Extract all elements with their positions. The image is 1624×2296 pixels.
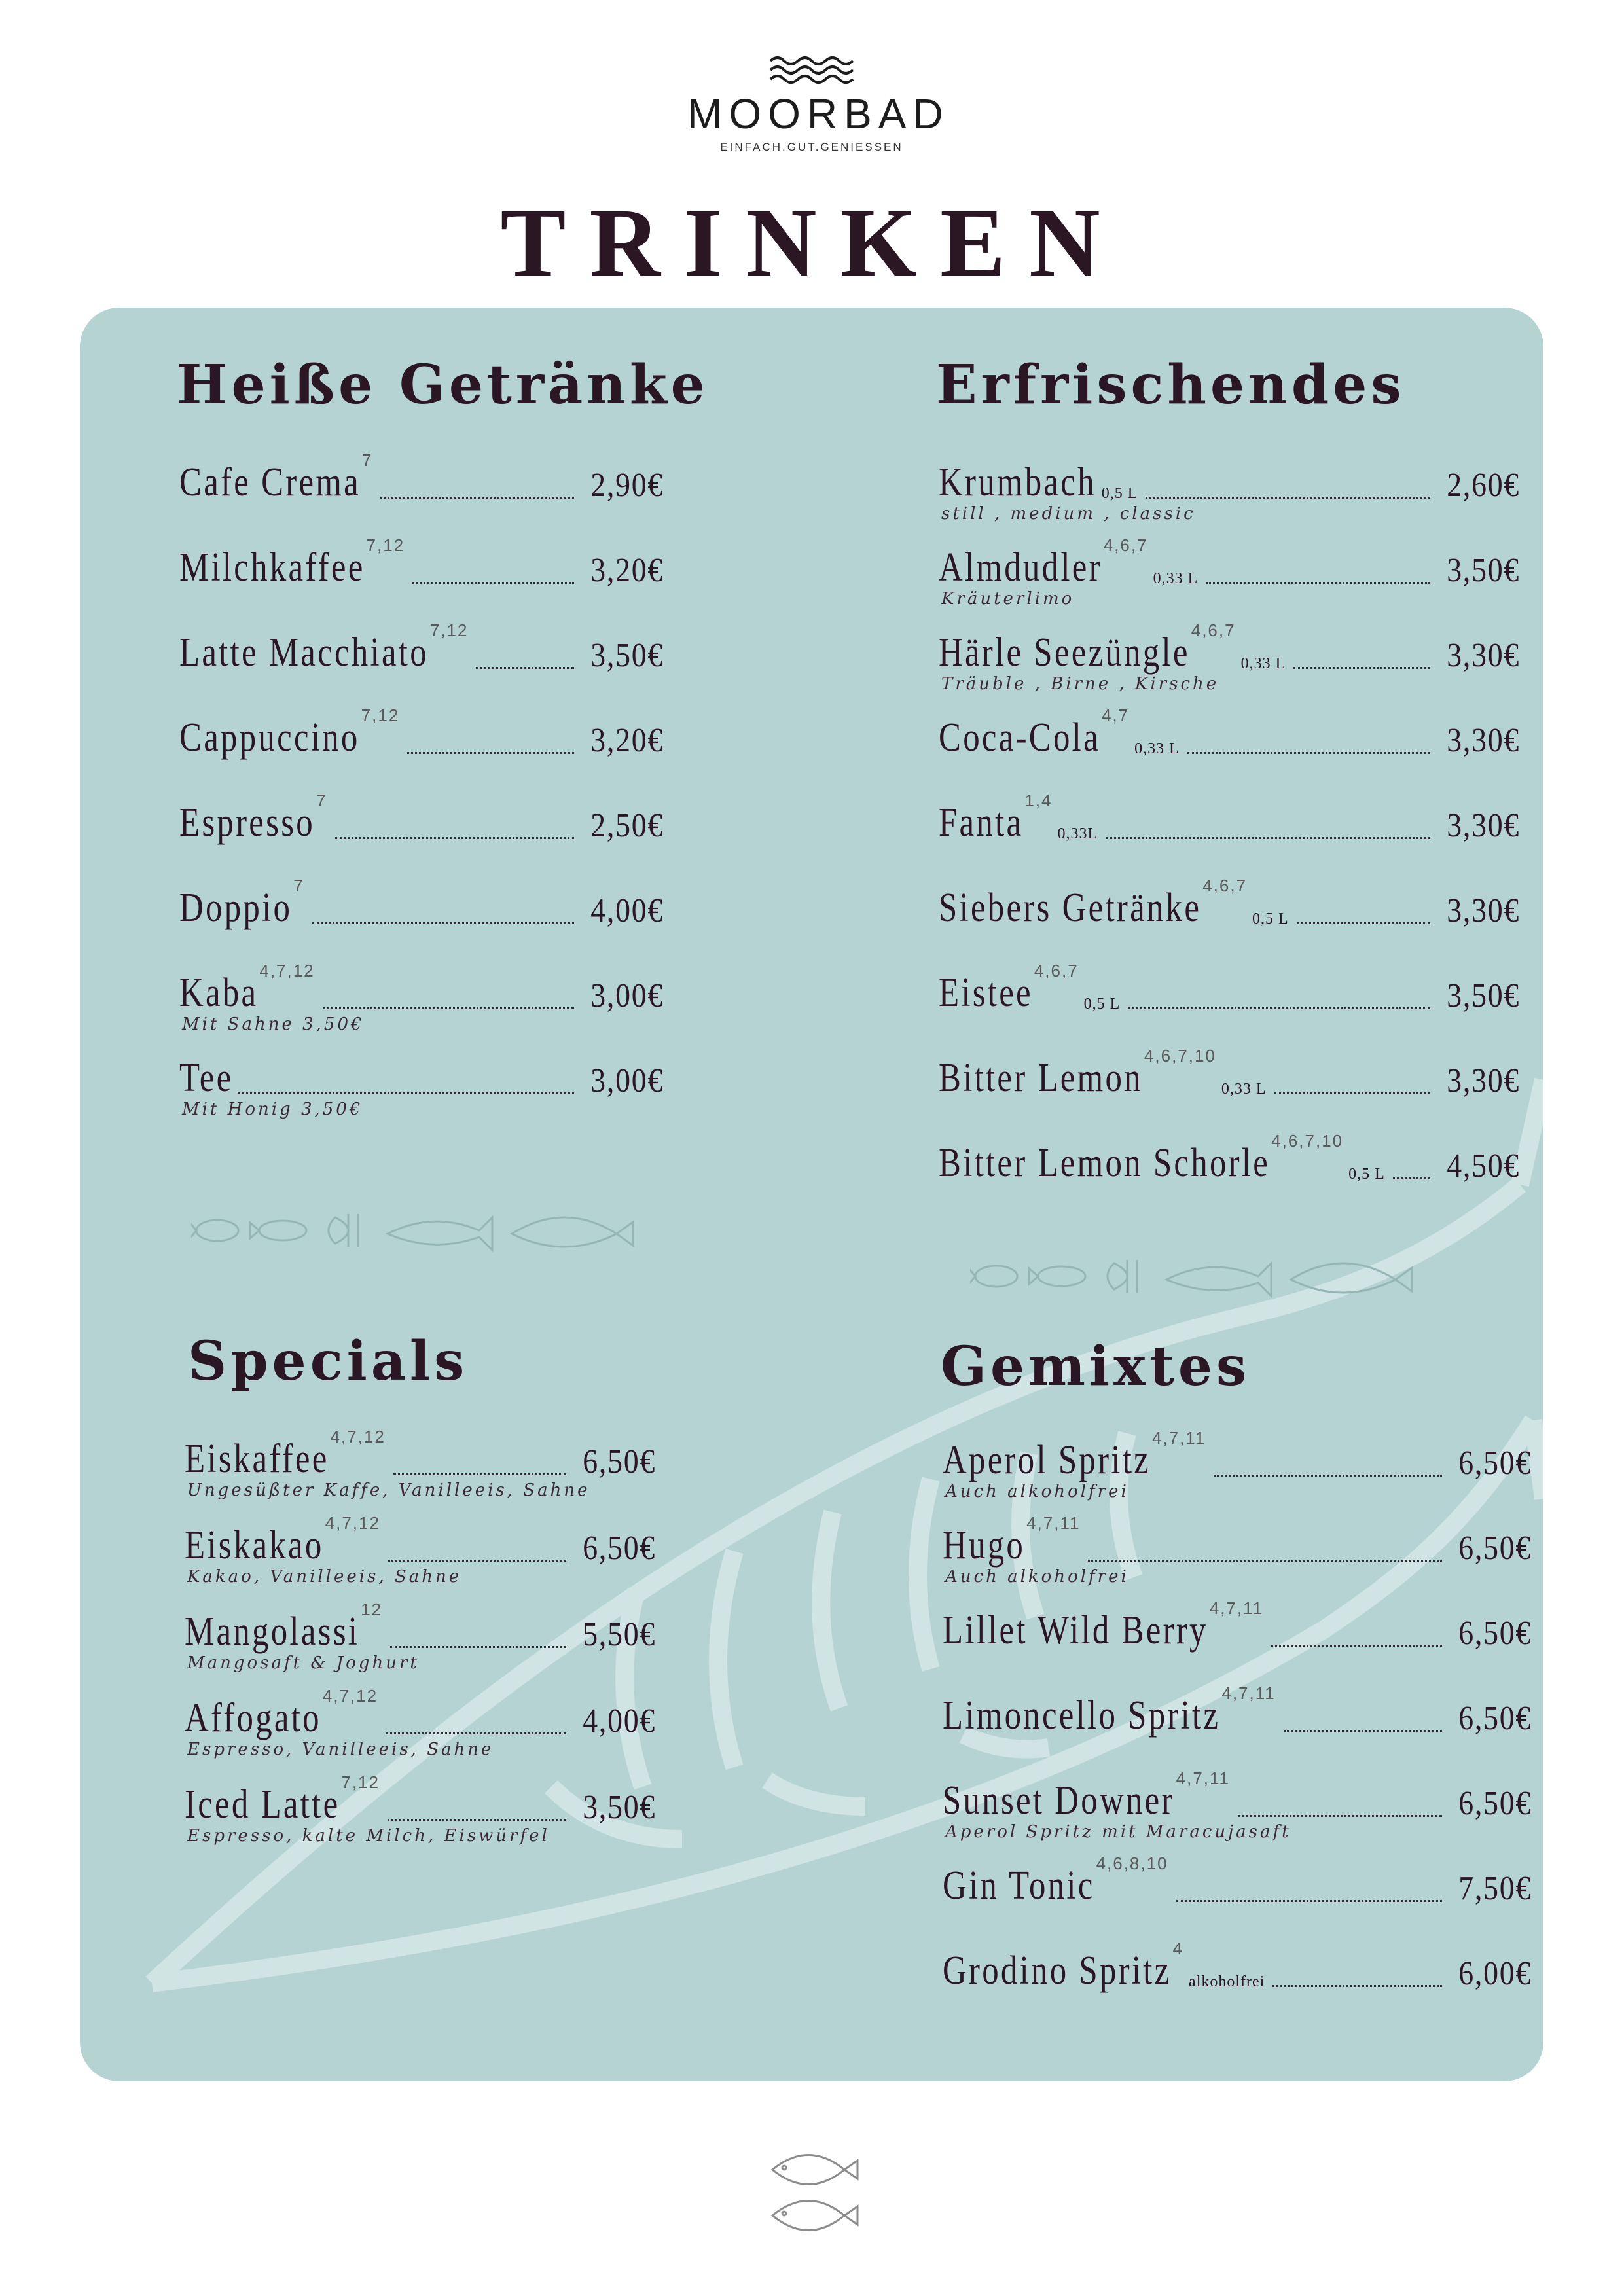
menu-item-row xyxy=(939,791,1520,843)
item-price: 3,50€ xyxy=(1447,552,1520,589)
waves-icon xyxy=(769,56,854,84)
item-price: 5,50€ xyxy=(583,1616,656,1653)
dot-leader xyxy=(1206,582,1430,584)
item-price: 3,30€ xyxy=(1447,892,1520,929)
dot-leader xyxy=(1297,922,1430,924)
item-price: 4,00€ xyxy=(583,1702,656,1740)
item-name: Eistee xyxy=(939,971,1033,1015)
item-description: Mangosaft & Joghurt xyxy=(187,1653,420,1673)
dot-leader xyxy=(335,837,574,839)
item-description: Kakao, Vanilleeis, Sahne xyxy=(187,1567,462,1587)
menu-item-row xyxy=(939,620,1520,673)
item-price: 3,20€ xyxy=(590,722,664,759)
item-name: Härle Seezüngle xyxy=(939,630,1190,675)
menu-item-row xyxy=(943,1854,1532,1906)
menu-item xyxy=(179,706,664,771)
item-price: 3,30€ xyxy=(1447,637,1520,674)
menu-item-row xyxy=(185,1686,656,1738)
menu-item xyxy=(179,450,664,516)
dot-leader xyxy=(1271,1645,1442,1647)
dot-leader xyxy=(238,1092,574,1094)
item-description: Aperol Spritz mit Maracujasaft xyxy=(945,1822,1291,1842)
menu-item-row xyxy=(179,706,664,758)
menu-item-row xyxy=(179,1046,664,1098)
item-additives: 4,7,11 xyxy=(1151,1428,1206,1448)
dot-leader xyxy=(1293,667,1430,669)
dot-leader xyxy=(390,1646,566,1648)
dot-leader xyxy=(1146,497,1430,499)
item-price: 6,00€ xyxy=(1458,1955,1532,1992)
item-name: Kaba xyxy=(179,971,259,1015)
item-volume: 0,5 L xyxy=(1252,910,1289,927)
item-description: Träuble , Birne , Kirsche xyxy=(941,674,1219,694)
item-price: 6,50€ xyxy=(1458,1700,1532,1737)
item-name: Eiskaffee xyxy=(185,1437,329,1481)
section-title-specials: Specials xyxy=(188,1330,469,1393)
menu-item xyxy=(943,1428,1532,1501)
item-additives: 4,7 xyxy=(1101,706,1130,725)
item-name: Bitter Lemon xyxy=(939,1056,1143,1100)
item-price: 3,00€ xyxy=(590,1062,664,1100)
item-price: 7,50€ xyxy=(1458,1870,1532,1907)
item-description: Kräuterlimo xyxy=(941,589,1075,609)
dot-leader xyxy=(407,752,574,754)
item-description: Auch alkoholfrei xyxy=(945,1567,1129,1587)
menu-item xyxy=(943,1598,1532,1664)
menu-item xyxy=(939,1046,1520,1111)
brand-tagline: EINFACH.GUT.GENIESSEN xyxy=(720,141,903,153)
item-name: Grodino Spritz xyxy=(943,1948,1172,1993)
item-additives: 4,7,11 xyxy=(1221,1683,1276,1703)
item-additives: 4,7,11 xyxy=(1176,1768,1230,1788)
menu-item xyxy=(179,791,664,856)
menu-item xyxy=(943,1854,1532,1919)
item-description: Auch alkoholfrei xyxy=(945,1482,1129,1501)
dot-leader xyxy=(323,1007,574,1009)
dot-leader xyxy=(1106,837,1430,839)
item-name: Mangolassi xyxy=(185,1609,360,1654)
item-name: Lillet Wild Berry xyxy=(943,1608,1208,1653)
item-additives: 4,6,7,10 xyxy=(1144,1046,1216,1066)
item-price: 2,50€ xyxy=(590,807,664,844)
item-price: 3,50€ xyxy=(590,637,664,674)
menu-item-row xyxy=(943,1939,1532,1991)
menu-item-row xyxy=(185,1600,656,1652)
item-description: still , medium , classic xyxy=(941,504,1196,524)
dot-leader xyxy=(380,497,574,499)
dot-leader xyxy=(1274,1092,1430,1094)
menu-item-row xyxy=(939,961,1520,1013)
dot-leader xyxy=(412,582,574,584)
menu-item-row xyxy=(943,1513,1532,1566)
section-title-gemixtes: Gemixtes xyxy=(941,1335,1251,1398)
menu-item xyxy=(185,1427,656,1500)
item-price: 6,50€ xyxy=(1458,1785,1532,1822)
item-description: Espresso, kalte Milch, Eiswürfel xyxy=(187,1826,550,1846)
item-price: 2,60€ xyxy=(1447,467,1520,504)
item-price: 4,00€ xyxy=(590,892,664,929)
menu-item xyxy=(185,1686,656,1759)
dot-leader xyxy=(1214,1475,1442,1477)
menu-item-row xyxy=(939,706,1520,758)
dot-leader xyxy=(1238,1815,1442,1817)
item-additives: 4,7,11 xyxy=(1209,1598,1264,1618)
item-description: Mit Sahne 3,50€ xyxy=(182,1014,365,1034)
fish-row-icon xyxy=(191,1198,649,1257)
item-additives: 4,7,12 xyxy=(322,1686,378,1706)
menu-item-row xyxy=(185,1427,656,1479)
menu-item xyxy=(179,876,664,941)
two-fish-icon xyxy=(759,2140,864,2245)
item-price: 3,00€ xyxy=(590,977,664,1014)
item-volume: 0,5 L xyxy=(1101,485,1138,502)
menu-item xyxy=(943,1683,1532,1749)
dot-leader xyxy=(1272,1985,1442,1987)
item-price: 6,50€ xyxy=(583,1530,656,1567)
menu-item xyxy=(939,961,1520,1026)
item-name: Hugo xyxy=(943,1523,1026,1568)
menu-item-row xyxy=(179,450,664,503)
item-volume: 0,5 L xyxy=(1083,996,1121,1013)
item-additives: 4,6,7 xyxy=(1191,620,1236,640)
item-name: Cafe Crema xyxy=(179,460,361,505)
menu-item xyxy=(939,706,1520,771)
item-additives: 1,4 xyxy=(1024,791,1053,810)
item-name: Iced Latte xyxy=(185,1782,340,1827)
item-price: 6,50€ xyxy=(1458,1444,1532,1482)
item-price: 4,50€ xyxy=(1447,1147,1520,1185)
item-additives: 4,6,7 xyxy=(1103,535,1148,555)
item-volume: 0,33 L xyxy=(1134,740,1180,757)
menu-item-row xyxy=(939,535,1520,588)
menu-item-row xyxy=(939,1131,1520,1183)
item-name: Tee xyxy=(179,1056,234,1100)
item-name: Latte Macchiato xyxy=(179,630,429,675)
item-volume: 0,33 L xyxy=(1221,1081,1267,1098)
menu-item-row xyxy=(179,620,664,673)
item-price: 3,30€ xyxy=(1447,1062,1520,1100)
item-volume: 0,33 L xyxy=(1153,570,1199,587)
menu-item-row xyxy=(939,876,1520,928)
section-title-heisse-getraenke: Heiße Getränke xyxy=(177,353,709,416)
item-name: Sunset Downer xyxy=(943,1778,1175,1823)
dot-leader xyxy=(1393,1177,1430,1179)
menu-item-row xyxy=(939,1046,1520,1098)
item-additives: 12 xyxy=(361,1600,383,1619)
item-volume: alkoholfrei xyxy=(1189,1973,1265,1990)
menu-item-row xyxy=(943,1428,1532,1480)
item-additives: 4,6,7 xyxy=(1034,961,1079,980)
dot-leader xyxy=(1088,1560,1442,1562)
item-additives: 7 xyxy=(293,876,304,895)
item-price: 3,50€ xyxy=(583,1789,656,1826)
item-name: Siebers Getränke xyxy=(939,886,1202,930)
item-additives: 4,7,12 xyxy=(330,1427,386,1446)
item-price: 3,30€ xyxy=(1447,722,1520,759)
menu-item-row xyxy=(939,450,1520,503)
item-additives: 7,12 xyxy=(341,1772,380,1792)
item-name: Affogato xyxy=(185,1696,321,1740)
item-price: 2,90€ xyxy=(590,467,664,504)
item-additives: 7,12 xyxy=(361,706,400,725)
menu-item-row xyxy=(179,791,664,843)
menu-item xyxy=(179,620,664,686)
item-price: 3,50€ xyxy=(1447,977,1520,1014)
item-additives: 4,6,7 xyxy=(1202,876,1248,895)
item-name: Gin Tonic xyxy=(943,1863,1095,1908)
item-name: Espresso xyxy=(179,800,315,845)
item-name: Aperol Spritz xyxy=(943,1438,1151,1482)
dot-leader xyxy=(1284,1730,1442,1732)
item-additives: 4,7,12 xyxy=(325,1513,380,1533)
menu-item-row xyxy=(179,535,664,588)
menu-item xyxy=(939,450,1520,524)
dot-leader xyxy=(1187,752,1430,754)
item-additives: 7,12 xyxy=(429,620,469,640)
item-additives: 4,7,11 xyxy=(1026,1513,1081,1533)
dot-leader xyxy=(393,1473,566,1475)
menu-item-row xyxy=(943,1598,1532,1651)
section-title-erfrischendes: Erfrischendes xyxy=(936,353,1405,416)
item-description: Espresso, Vanilleeis, Sahne xyxy=(187,1740,494,1759)
menu-item xyxy=(943,1513,1532,1587)
menu-item-row xyxy=(179,961,664,1013)
menu-item xyxy=(943,1939,1532,2004)
item-name: Almdudler xyxy=(939,545,1102,590)
menu-item-row xyxy=(179,876,664,928)
menu-item xyxy=(939,1131,1520,1196)
item-name: Limoncello Spritz xyxy=(943,1693,1221,1738)
dot-leader xyxy=(312,922,574,924)
item-name: Fanta xyxy=(939,800,1024,845)
menu-item xyxy=(185,1600,656,1673)
menu-item xyxy=(939,535,1520,609)
menu-item-row xyxy=(185,1772,656,1825)
menu-item xyxy=(943,1768,1532,1842)
brand-logo xyxy=(687,56,950,173)
item-additives: 4,7,12 xyxy=(259,961,315,980)
item-description: Mit Honig 3,50€ xyxy=(182,1100,363,1119)
item-additives: 7,12 xyxy=(366,535,405,555)
item-description: Ungesüßter Kaffe, Vanilleeis, Sahne xyxy=(187,1480,590,1500)
page-title: TRINKEN xyxy=(500,188,1124,297)
item-name: Krumbach xyxy=(939,460,1096,505)
item-name: Coca-Cola xyxy=(939,715,1100,760)
item-name: Milchkaffee xyxy=(179,545,365,590)
dot-leader xyxy=(386,1732,566,1734)
menu-item-row xyxy=(943,1683,1532,1736)
item-price: 6,50€ xyxy=(1458,1615,1532,1652)
item-price: 6,50€ xyxy=(1458,1530,1532,1567)
menu-item-row xyxy=(943,1768,1532,1821)
item-additives: 7 xyxy=(316,791,327,810)
item-name: Bitter Lemon Schorle xyxy=(939,1141,1271,1185)
menu-item xyxy=(179,961,664,1034)
menu-item xyxy=(185,1513,656,1587)
item-price: 3,30€ xyxy=(1447,807,1520,844)
item-price: 6,50€ xyxy=(583,1443,656,1480)
item-volume: 0,5 L xyxy=(1348,1166,1385,1183)
dot-leader xyxy=(388,1819,566,1821)
menu-item xyxy=(179,535,664,601)
item-price: 3,20€ xyxy=(590,552,664,589)
menu-item-row xyxy=(185,1513,656,1566)
dot-leader xyxy=(476,667,574,669)
menu-item xyxy=(185,1772,656,1846)
dot-leader xyxy=(1128,1007,1430,1009)
item-name: Doppio xyxy=(179,886,293,930)
item-additives: 7 xyxy=(361,450,373,470)
menu-item xyxy=(179,1046,664,1119)
fish-row-icon xyxy=(970,1244,1428,1302)
item-additives: 4,6,7,10 xyxy=(1271,1131,1344,1151)
menu-item xyxy=(939,620,1520,694)
item-additives: 4 xyxy=(1172,1939,1184,1958)
dot-leader xyxy=(1176,1900,1442,1902)
item-name: Eiskakao xyxy=(185,1523,324,1568)
brand-name: MOORBAD xyxy=(687,90,950,137)
item-volume: 0,33L xyxy=(1057,825,1098,842)
item-volume: 0,33 L xyxy=(1240,655,1286,672)
menu-panel xyxy=(80,308,1543,2081)
dot-leader xyxy=(388,1560,566,1562)
menu-item xyxy=(939,791,1520,856)
item-name: Cappuccino xyxy=(179,715,360,760)
item-additives: 4,6,8,10 xyxy=(1096,1854,1168,1873)
menu-item xyxy=(939,876,1520,941)
